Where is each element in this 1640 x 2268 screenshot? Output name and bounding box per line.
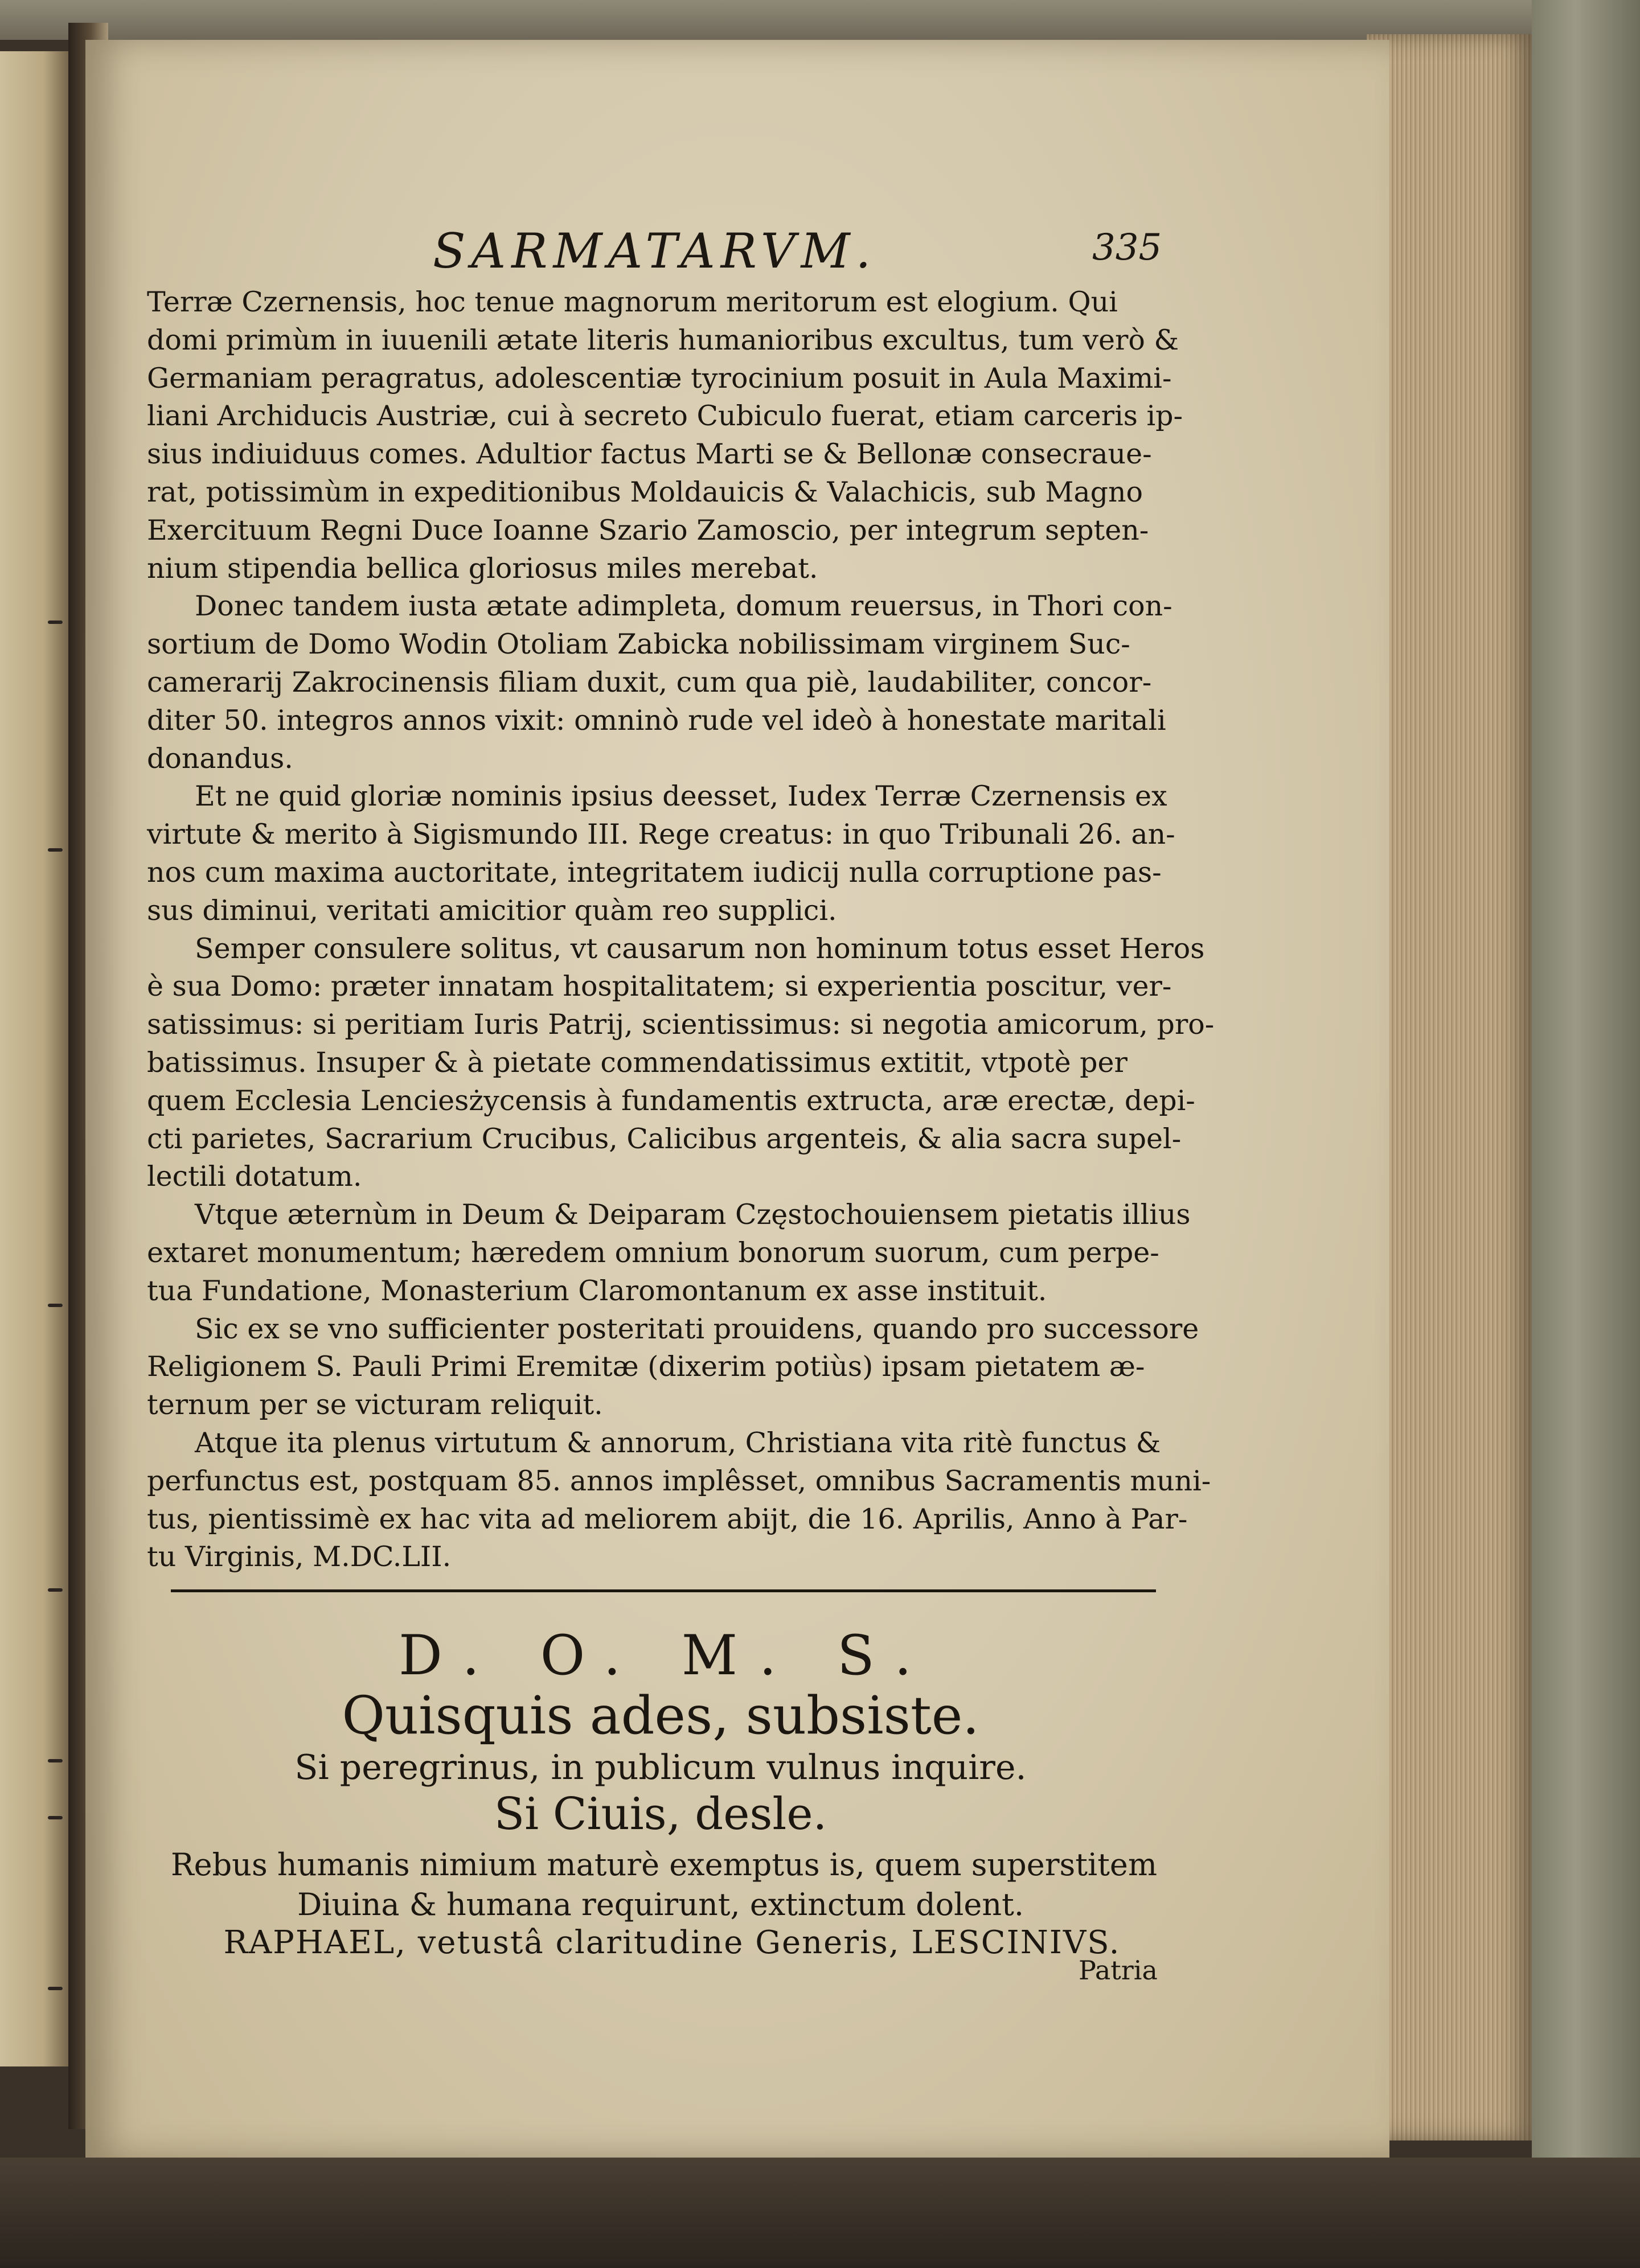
text-line: diter 50. integros annos vixit: omninò rude vel ideò à honestate maritali xyxy=(147,704,1166,737)
text-line: domi primùm in iuuenili ætate literis humanioribus excultus, tum verò & xyxy=(147,323,1179,356)
text-line: quem Ecclesia Lenciesżycensis à fundamentis extructa, aræ erectæ, depi- xyxy=(147,1084,1195,1117)
epitaph-si-ciuis: Si Ciuis, desle. xyxy=(494,1789,827,1840)
text-line: sius indiuiduus comes. Adultior factus Marti se & Bellonæ consecraue- xyxy=(147,438,1152,471)
epitaph-dom: D. O. M. S. xyxy=(399,1624,933,1687)
text-line: tus, pientissimè ex hac vita ad meliorem abijt, die 16. Aprilis, Anno à Par- xyxy=(147,1502,1188,1535)
epitaph-quisquis: Quisquis ades, subsiste. xyxy=(342,1685,979,1746)
text-line: Vtque æternùm in Deum & Deiparam Częstochouiensem pietatis illius xyxy=(195,1198,1191,1231)
text-line: Exercituum Regni Duce Ioanne Szario Zamoscio, per integrum septen- xyxy=(147,513,1149,547)
paragraph xyxy=(147,284,1183,587)
text-line: nos cum maxima auctoritate, integritatem iudicij nulla corruptione pas- xyxy=(147,856,1162,889)
text-line: Et ne quid gloriæ nominis ipsius deesset, Iudex Terræ Czernensis ex xyxy=(195,780,1167,813)
paragraph xyxy=(147,930,1215,1197)
text-line: ternum per se victuram reliquit. xyxy=(147,1388,603,1421)
text-line: tua Fundatione, Monasterium Claromontanum ex asse instituit. xyxy=(147,1274,1047,1307)
epitaph-si-peregrinus: Si peregrinus, in publicum vulnus inquire. xyxy=(294,1748,1027,1788)
text-line: extaret monumentum; hæredem omnium bonorum suorum, cum perpe- xyxy=(147,1236,1159,1269)
catchword: Patria xyxy=(1079,1955,1158,1986)
text-line: Germaniam peragratus, adolescentiæ tyrocinium posuit in Aula Maximi- xyxy=(147,361,1172,395)
paragraph xyxy=(147,1196,1191,1310)
page-fore-edge xyxy=(1367,34,1538,2140)
epitaph-diuina: Diuina & humana requirunt, extinctum dolent. xyxy=(297,1887,1024,1922)
text-line: virtute & merito à Sigismundo III. Rege creatus: in quo Tribunali 26. an- xyxy=(147,818,1175,851)
paragraph xyxy=(147,587,1172,778)
book-cover-right xyxy=(1532,0,1640,2268)
text-line: lectili dotatum. xyxy=(147,1160,362,1193)
text-line: tu Virginis, M.DC.LII. xyxy=(147,1540,452,1573)
paragraph xyxy=(147,1310,1199,1424)
book-cover-bottom xyxy=(0,2158,1640,2268)
text-line: perfunctus est, postquam 85. annos implêsset, omnibus Sacramentis muni- xyxy=(147,1464,1211,1497)
text-line: donandus. xyxy=(147,742,293,775)
paragraph xyxy=(147,778,1175,930)
left-page-edge xyxy=(0,51,73,2066)
running-title: SARMATARVM. xyxy=(433,223,877,279)
page-number: 335 xyxy=(1092,227,1162,269)
text-line: liani Archiducis Austriæ, cui à secreto Cubiculo fuerat, etiam carceris ip- xyxy=(147,400,1183,433)
paragraph xyxy=(147,1424,1211,1576)
body-text xyxy=(147,284,1215,1576)
text-line: rat, potissimùm in expeditionibus Moldauicis & Valachicis, sub Magno xyxy=(147,475,1143,508)
epitaph-raphael: RAPHAEL, vetustâ claritudine Generis, LESCINIVS. xyxy=(223,1924,1121,1961)
text-line: nium stipendia bellica gloriosus miles merebat. xyxy=(147,552,818,585)
text-line: Terræ Czernensis, hoc tenue magnorum meritorum est elogium. Qui xyxy=(147,286,1118,318)
text-line: cti parietes, Sacrarium Crucibus, Calicibus argenteis, & alia sacra supel- xyxy=(147,1122,1182,1155)
epitaph-rebus: Rebus humanis nimium maturè exemptus is, quem superstitem xyxy=(171,1847,1158,1883)
text-line: satissimus: si peritiam Iuris Patrij, scientissimus: si negotia amicorum, pro- xyxy=(147,1008,1215,1041)
text-line: batissimus. Insuper & à pietate commendatissimus extitit, vtpotè per xyxy=(147,1046,1128,1079)
text-line: Semper consulere solitus, vt causarum non hominum totus esset Heros xyxy=(195,932,1205,965)
text-line: Sic ex se vno sufficienter posteritati prouidens, quando pro successore xyxy=(195,1312,1199,1345)
text-line: sortium de Domo Wodin Otoliam Zabicka nobilissimam virginem Suc- xyxy=(147,628,1130,661)
text-line: è sua Domo: præter innatam hospitalitatem; si experientia poscitur, ver- xyxy=(147,970,1172,1003)
section-rule xyxy=(171,1589,1156,1592)
text-line: Atque ita plenus virtutum & annorum, Christiana vita ritè functus & xyxy=(195,1426,1161,1459)
text-line: Donec tandem iusta ætate adimpleta, domum reuersus, in Thori con- xyxy=(195,590,1172,623)
text-line: Religionem S. Pauli Primi Eremitæ (dixerim potiùs) ipsam pietatem æ- xyxy=(147,1350,1145,1383)
text-line: camerarij Zakrocinensis filiam duxit, cum qua piè, laudabiliter, concor- xyxy=(147,665,1152,699)
text-line: sus diminui, veritati amicitior quàm reo supplici. xyxy=(147,894,837,927)
